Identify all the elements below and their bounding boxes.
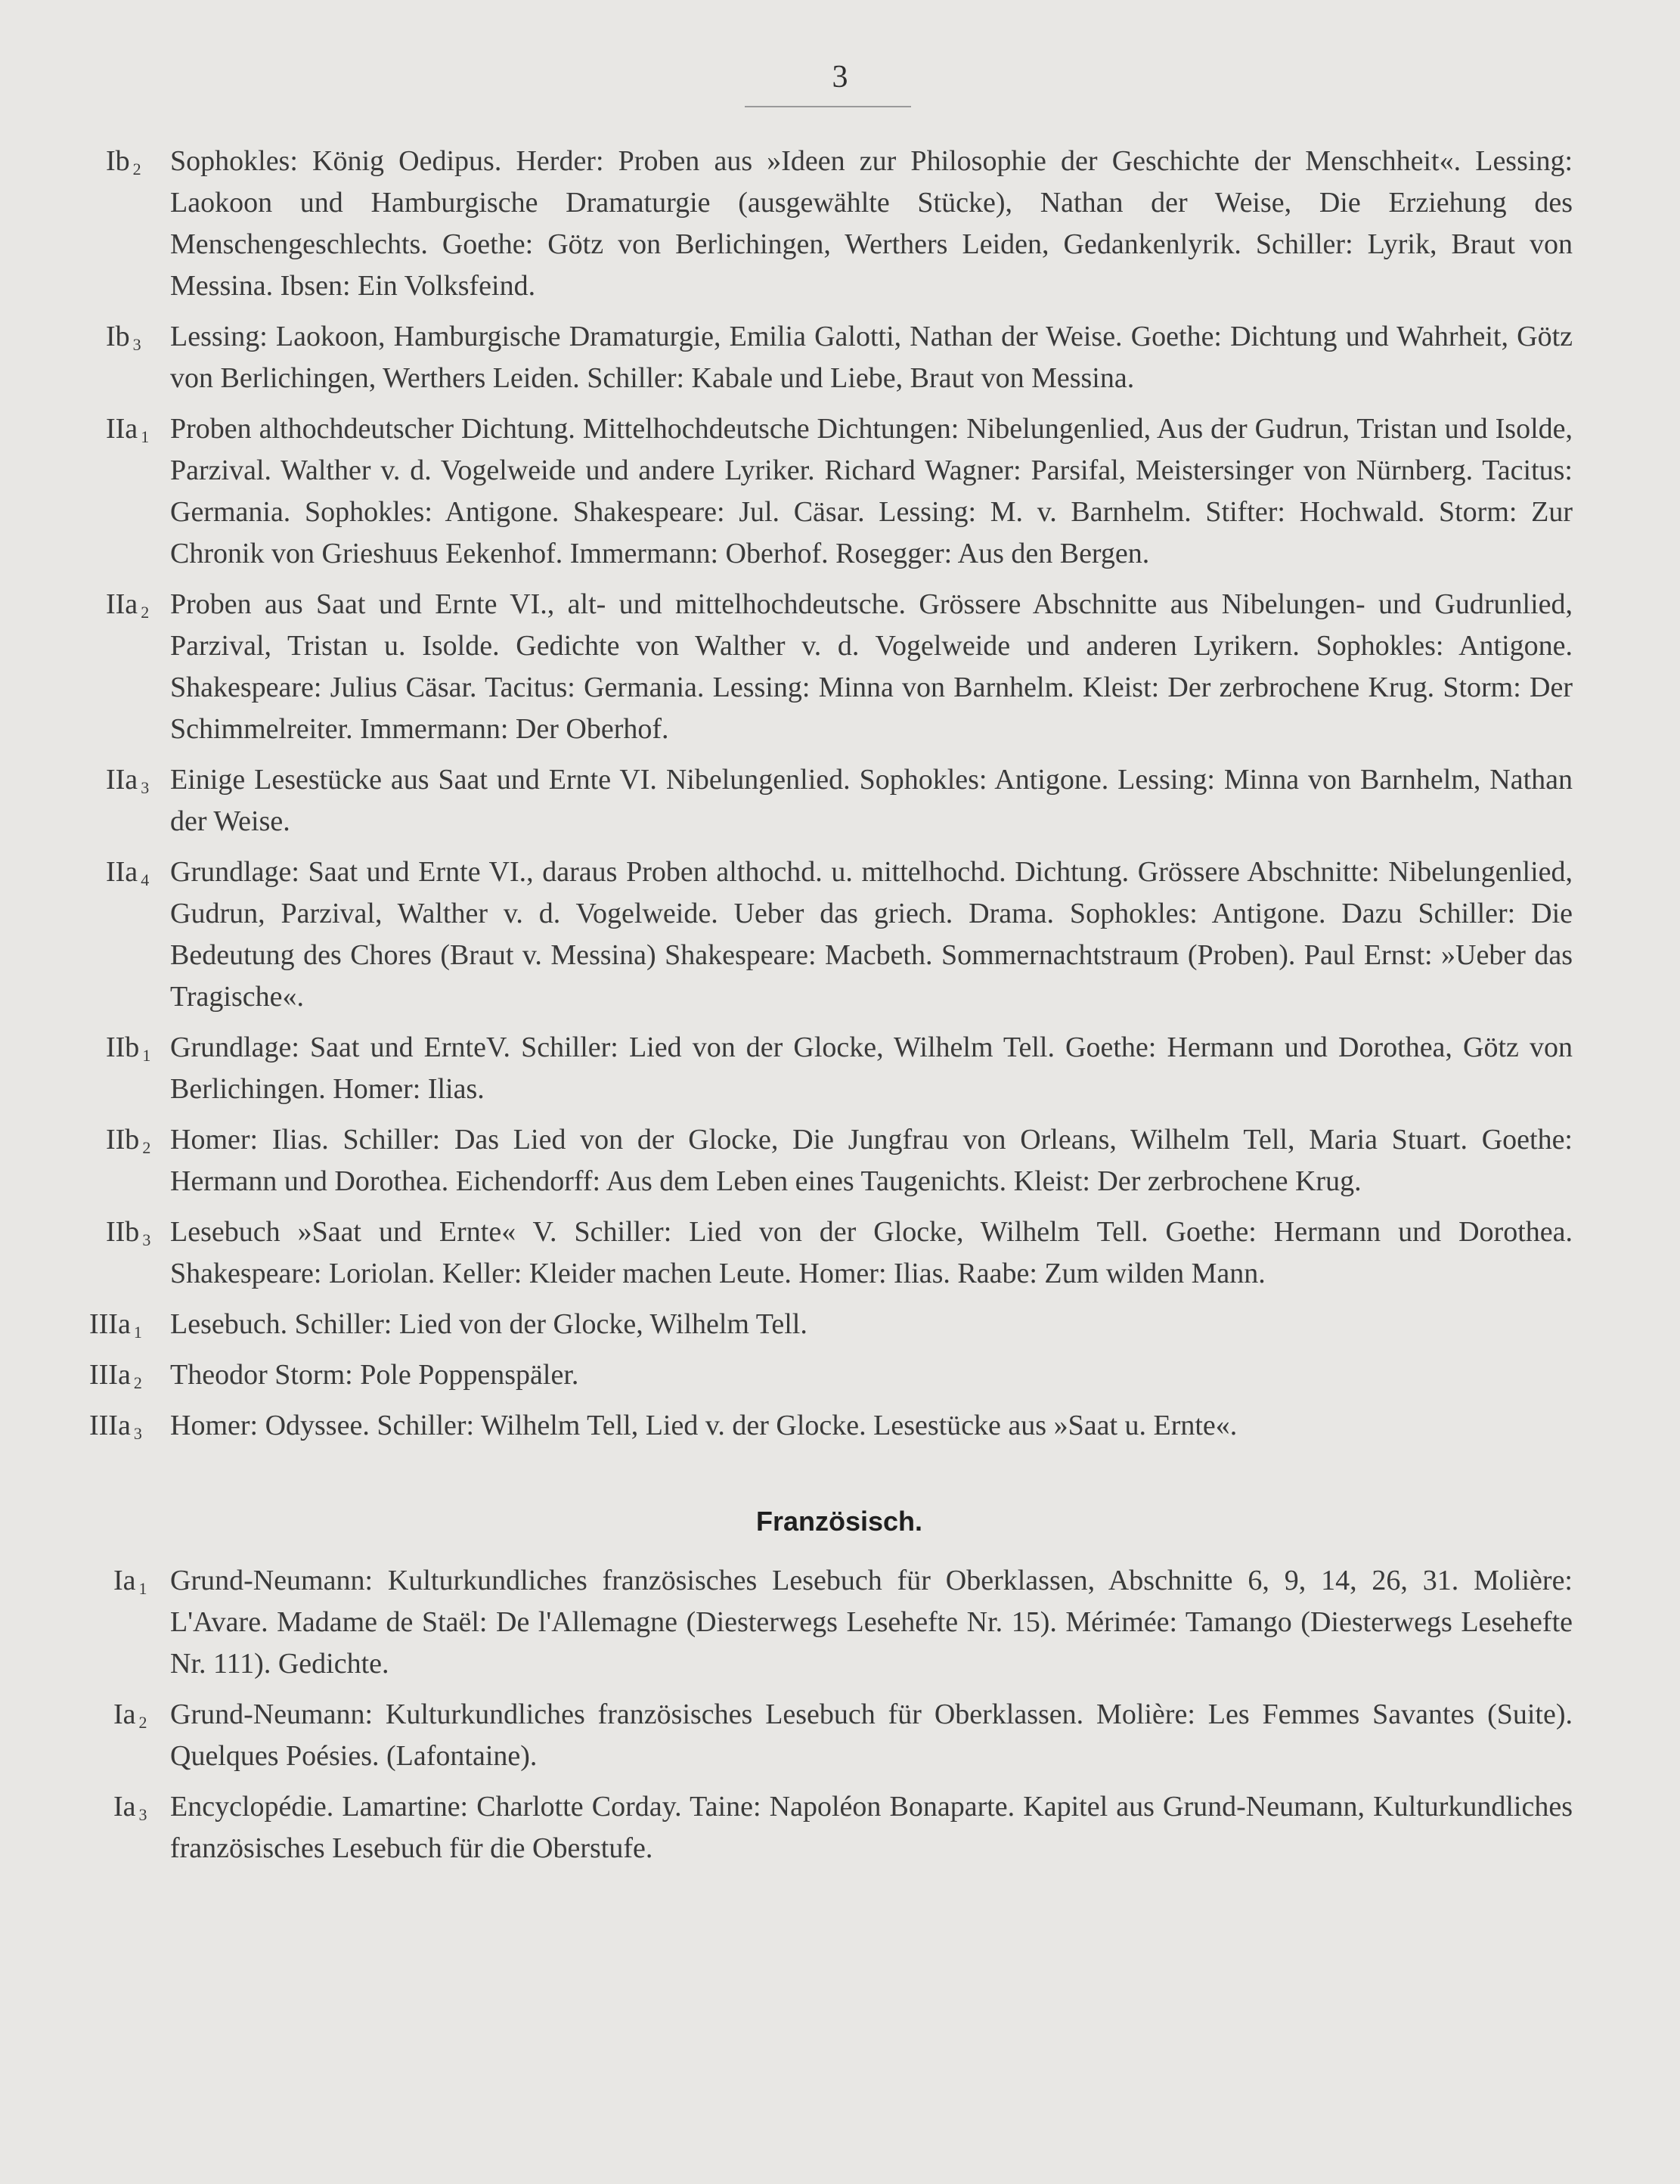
german-reading-list: [89, 141, 1573, 1447]
class-label: IIb $_1$: [106, 1032, 151, 1065]
entry-text: Grund-Neumann: Kulturkundliches französisches Lesebuch für Oberklassen. Molière: Les Femmes Savantes (Suite). Quelques Poésies. (Lafontaine).: [170, 1698, 1573, 1772]
reading-entry: [106, 316, 1573, 399]
reading-entry: [106, 141, 1573, 307]
reading-entry: [106, 759, 1573, 842]
class-label: Ia $_1$: [113, 1565, 147, 1598]
reading-entry: [89, 1304, 1573, 1345]
page-number-rule: [745, 106, 911, 107]
french-reading-list: [106, 1560, 1573, 1869]
reading-entry: [106, 1211, 1573, 1295]
page-content: [89, 141, 1573, 1878]
class-label: IIb $_3$: [106, 1216, 151, 1249]
section-heading-french: Französisch.: [755, 1506, 923, 1537]
class-label: Ib $_3$: [106, 321, 141, 354]
reading-entry: [89, 1354, 1573, 1396]
reading-entry: [106, 1560, 1573, 1685]
reading-entry: [106, 584, 1573, 750]
page-number: 3: [832, 60, 848, 95]
entry-text: Theodor Storm: Pole Poppenspäler.: [170, 1359, 579, 1391]
entry-text: Grundlage: Saat und ErnteV. Schiller: Lied von der Glocke, Wilhelm Tell. Goethe: Hermann und Dorothea, Götz von Berlichingen. Homer: Ilias.: [170, 1032, 1573, 1105]
reading-entry: [106, 408, 1573, 575]
class-label: IIIa $_2$: [89, 1359, 142, 1392]
class-label: IIa $_4$: [106, 856, 150, 889]
entry-text: Lesebuch »Saat und Ernte« V. Schiller: Lied von der Glocke, Wilhelm Tell. Goethe: Hermann und Dorothea. Shakespeare: Loriolan. Keller: Kleider machen Leute. Homer: Ilias. Raabe: Zum wilden Mann.: [170, 1216, 1573, 1289]
reading-entry: [106, 1027, 1573, 1110]
class-label: Ia $_3$: [113, 1791, 147, 1824]
reading-entry: [89, 1405, 1573, 1447]
class-label: IIa $_2$: [106, 588, 150, 622]
entry-text: Homer: Ilias. Schiller: Das Lied von der Glocke, Die Jungfrau von Orleans, Wilhelm Tell, Maria Stuart. Goethe: Hermann und Dorothea. Eichendorff: Aus dem Leben eines Taugenichts. Kleist: Der zerbrochene Krug.: [170, 1124, 1573, 1197]
class-label: IIIa $_3$: [89, 1410, 142, 1443]
entry-text: Encyclopédie. Lamartine: Charlotte Corday. Taine: Napoléon Bonaparte. Kapitel aus Grund-Neumann, Kulturkundliches französisches Lesebuch für die Oberstufe.: [170, 1791, 1573, 1864]
class-label: IIa $_3$: [106, 764, 150, 797]
reading-entry: [106, 1694, 1573, 1777]
entry-text: Homer: Odyssee. Schiller: Wilhelm Tell, Lied v. der Glocke. Lesestücke aus »Saat u. Ernte«.: [170, 1410, 1238, 1441]
class-label: IIb $_2$: [106, 1124, 151, 1157]
entry-text: Lessing: Laokoon, Hamburgische Dramaturgie, Emilia Galotti, Nathan der Weise. Goethe: Dichtung und Wahrheit, Götz von Berlichingen, Werthers Leiden. Schiller: Kabale und Liebe, Braut von Messina.: [170, 321, 1573, 394]
class-label: Ib $_2$: [106, 145, 141, 178]
class-label: IIa $_1$: [106, 413, 150, 446]
reading-entry: [106, 1119, 1573, 1202]
entry-text: Grund-Neumann: Kulturkundliches französisches Lesebuch für Oberklassen, Abschnitte 6, 9, 14, 26, 31. Molière: L'Avare. Madame de Staël: De l'Allemagne (Diesterwegs Lesehefte Nr. 15). Mérimée: Tamango (Diesterwegs Lesehefte Nr. 111). Gedichte.: [170, 1565, 1573, 1680]
class-label: Ia $_2$: [113, 1698, 147, 1732]
entry-text: Lesebuch. Schiller: Lied von der Glocke, Wilhelm Tell.: [170, 1308, 807, 1340]
reading-entry: [106, 1786, 1573, 1869]
entry-text: Grundlage: Saat und Ernte VI., daraus Proben althochd. u. mittelhochd. Dichtung. Grössere Abschnitte: Nibelungenlied, Gudrun, Parzival, Walther v. d. Vogelweide. Ueber das griech. Drama. Sophokles: Antigone. Dazu Schiller: Die Bedeutung des Chores (Braut v. Messina) Shakespeare: Macbeth. Sommernachtstraum (Proben). Paul Ernst: »Ueber das Tragische«.: [170, 856, 1573, 1013]
reading-entry: [106, 852, 1573, 1018]
class-label: IIIa $_1$: [89, 1308, 142, 1342]
entry-text: Proben aus Saat und Ernte VI., alt- und mittelhochdeutsche. Grössere Abschnitte aus Nibelungen- und Gudrunlied, Parzival, Tristan u. Isolde. Gedichte von Walther v. d. Vogelweide und anderen Lyrikern. Sophokles: Antigone. Shakespeare: Julius Cäsar. Tacitus: Germania. Lessing: Minna von Barnhelm. Kleist: Der zerbrochene Krug. Storm: Der Schimmelreiter. Immermann: Der Oberhof.: [170, 588, 1573, 745]
entry-text: Proben althochdeutscher Dichtung. Mittelhochdeutsche Dichtungen: Nibelungenlied, Aus der Gudrun, Tristan und Isolde, Parzival. Walther v. d. Vogelweide und andere Lyriker. Richard Wagner: Parsifal, Meistersinger von Nürnberg. Tacitus: Germania. Sophokles: Antigone. Shakespeare: Jul. Cäsar. Lessing: M. v. Barnhelm. Stifter: Hochwald. Storm: Zur Chronik von Grieshuus Eekenhof. Immermann: Oberhof. Rosegger: Aus den Bergen.: [170, 413, 1573, 569]
entry-text: Sophokles: König Oedipus. Herder: Proben aus »Ideen zur Philosophie der Geschichte der Menschheit«. Lessing: Laokoon und Hamburgische Dramaturgie (ausgewählte Stücke), Nathan der Weise, Die Erziehung des Menschengeschlechts. Goethe: Götz von Berlichingen, Werthers Leiden, Gedankenlyrik. Schiller: Lyrik, Braut von Messina. Ibsen: Ein Volksfeind.: [170, 145, 1573, 302]
entry-text: Einige Lesestücke aus Saat und Ernte VI. Nibelungenlied. Sophokles: Antigone. Lessing: Minna von Barnhelm, Nathan der Weise.: [170, 764, 1573, 837]
